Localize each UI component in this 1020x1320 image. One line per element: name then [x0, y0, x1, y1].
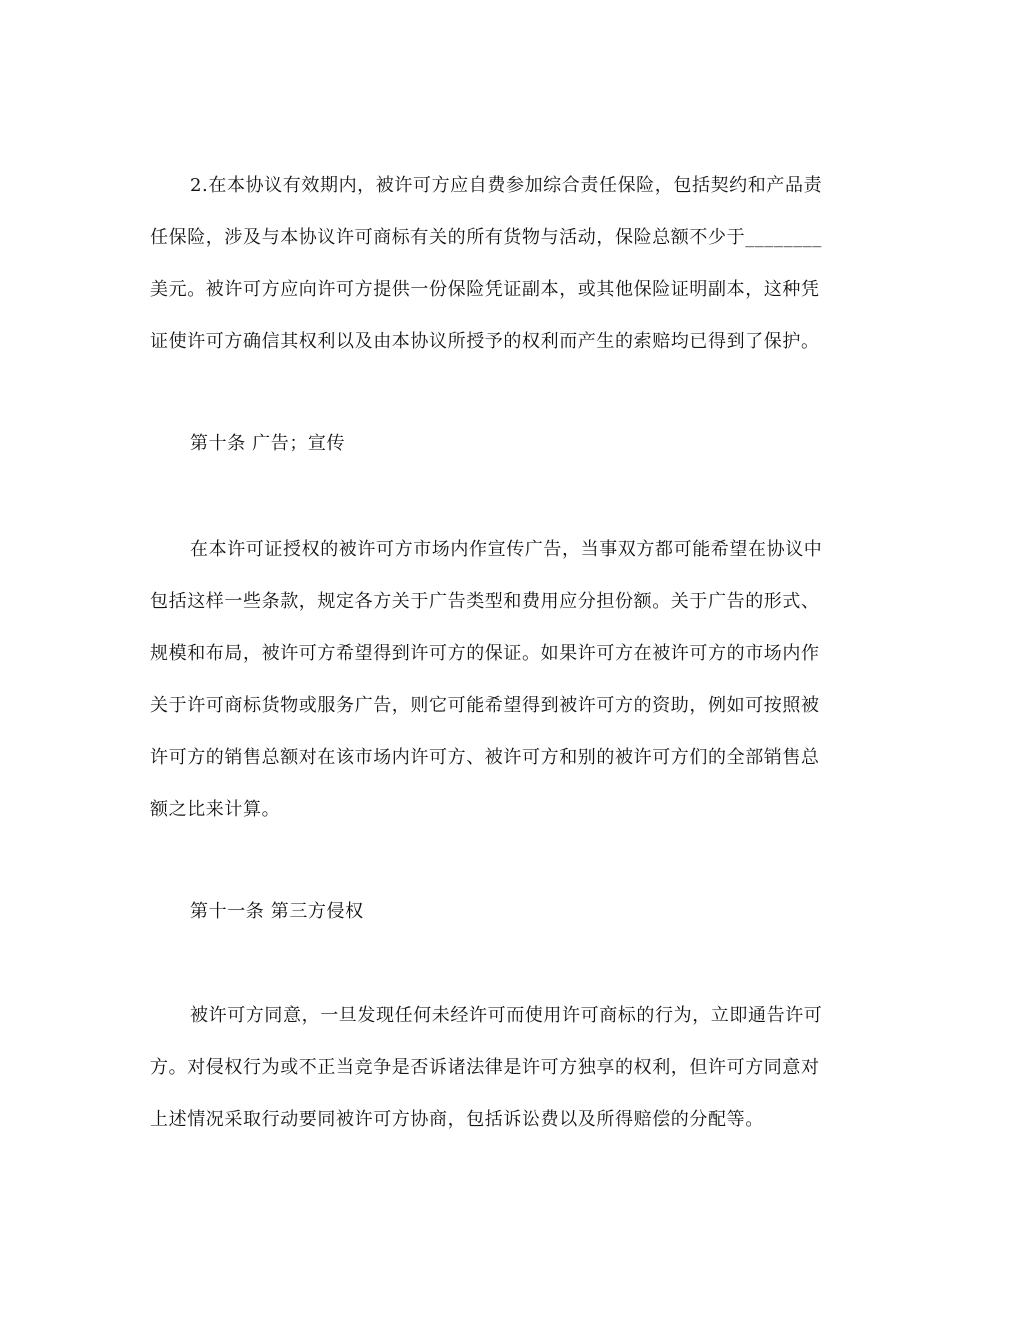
paragraph-line: 2.在本协议有效期内，被许可方应自费参加综合责任保险，包括契约和产品责 [190, 175, 823, 196]
paragraph-line: 上述情况采取行动要同被许可方协商，包括诉讼费以及所得赔偿的分配等。 [150, 1109, 764, 1130]
paragraph-line: 证使许可方确信其权利以及由本协议所授予的权利而产生的索赔均已得到了保护。 [150, 331, 820, 352]
paragraph-line: 包括这样一些条款，规定各方关于广告类型和费用应分担份额。关于广告的形式、 [150, 591, 820, 612]
paragraph-line: 方。对侵权行为或不正当竞争是否诉诸法律是许可方独享的权利，但许可方同意对 [150, 1057, 820, 1078]
paragraph-line: 在本许可证授权的被许可方市场内作宣传广告，当事双方都可能希望在协议中 [190, 539, 823, 560]
paragraph-line: 任保险，涉及与本协议许可商标有关的所有货物与活动，保险总额不少于________ [150, 227, 822, 248]
paragraph-line: 被许可方同意，一旦发现任何未经许可而使用许可商标的行为，立即通告许可 [190, 1005, 823, 1026]
paragraph-advertising [150, 524, 870, 836]
article-11-heading: 第十一条 第三方侵权 [190, 901, 364, 922]
paragraph-infringement [150, 990, 870, 1146]
article-10-heading: 第十条 广告；宣传 [190, 433, 346, 454]
paragraph-line: 规模和布局，被许可方希望得到许可方的保证。如果许可方在被许可方的市场内作 [150, 643, 820, 664]
paragraph-line: 许可方的销售总额对在该市场内许可方、被许可方和别的被许可方们的全部销售总 [150, 747, 820, 768]
paragraph-line: 额之比来计算。 [150, 799, 281, 820]
paragraph-line: 美元。被许可方应向许可方提供一份保险凭证副本，或其他保险证明副本，这种凭 [150, 279, 820, 300]
paragraph-insurance [150, 160, 870, 368]
paragraph-line: 关于许可商标货物或服务广告，则它可能希望得到被许可方的资助，例如可按照被 [150, 695, 820, 716]
